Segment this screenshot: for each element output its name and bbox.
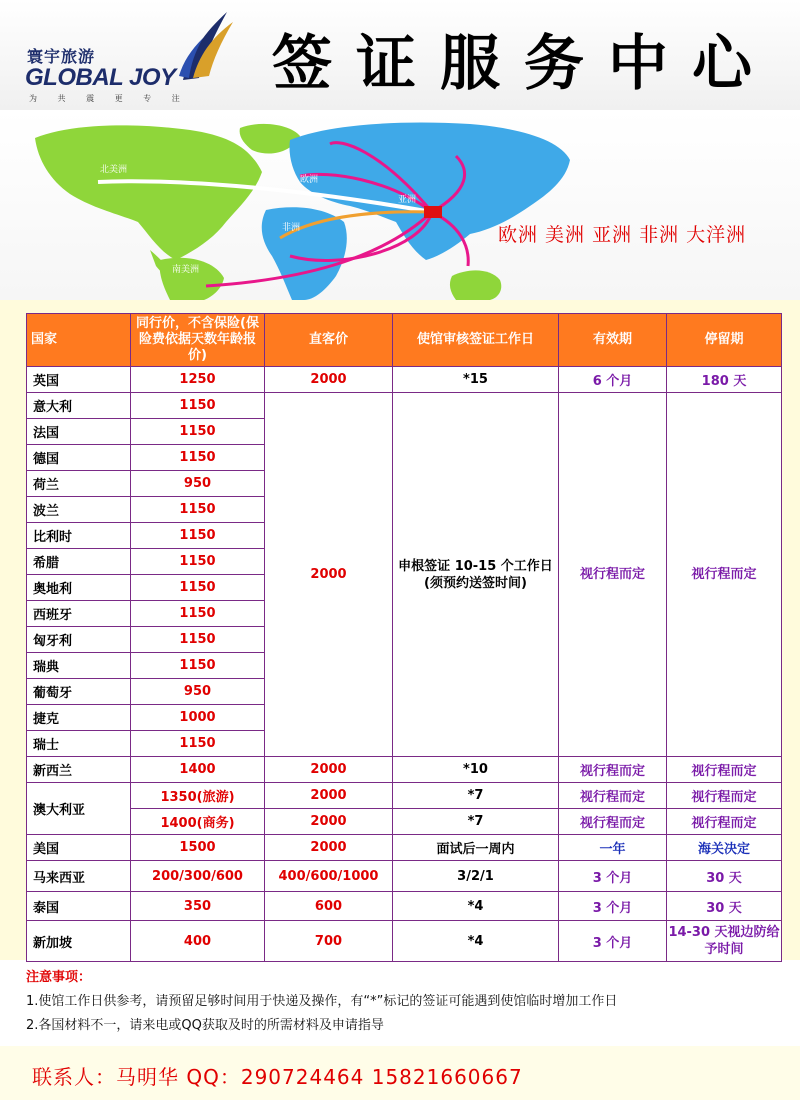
continents-list: 欧洲 美洲 亚洲 非洲 大洋洲: [498, 224, 747, 246]
workdays-cell: *4: [393, 892, 559, 921]
validity-cell: 视行程而定: [559, 393, 667, 757]
logo-chinese-name: 寰宇旅游: [27, 47, 96, 66]
workdays-cell: 面试后一周内: [393, 835, 559, 861]
table-row: [27, 921, 782, 962]
validity-cell: 3 个月: [559, 892, 667, 921]
country-cell: 捷克: [27, 705, 131, 731]
direct-price-cell: 2000: [265, 835, 393, 861]
table-row: [27, 783, 782, 809]
peer-price-cell: 1150: [131, 601, 265, 627]
direct-price-cell: 2000: [265, 809, 393, 835]
validity-cell: 视行程而定: [559, 809, 667, 835]
country-cell: 荷兰: [27, 471, 131, 497]
peer-price-cell: 1150: [131, 575, 265, 601]
peer-price-cell: 1250: [131, 367, 265, 393]
header-country: 国家: [27, 314, 131, 367]
notes-section: [26, 966, 786, 1038]
peer-price-cell: 1150: [131, 445, 265, 471]
peer-price-cell: 1150: [131, 497, 265, 523]
africa-shape: [262, 207, 347, 300]
peer-price-cell: 400: [131, 921, 265, 962]
direct-price-cell: 2000: [265, 783, 393, 809]
peer-price-cell: 1150: [131, 393, 265, 419]
logo-english-name: GLOBAL JOY: [25, 64, 176, 91]
header-validity: 有效期: [559, 314, 667, 367]
validity-cell: 6 个月: [559, 367, 667, 393]
workdays-cell: 3/2/1: [393, 861, 559, 892]
table-row: [27, 861, 782, 892]
workdays-cell: *15: [393, 367, 559, 393]
stay-cell: 30 天: [667, 892, 782, 921]
china-flag-icon: [424, 206, 442, 218]
country-cell: 西班牙: [27, 601, 131, 627]
header-workdays: 使馆审核签证工作日: [393, 314, 559, 367]
north-america-shape: [35, 125, 262, 260]
stay-cell: 视行程而定: [667, 393, 782, 757]
notes-title: 注意事项：: [26, 970, 92, 985]
peer-price-cell: 1500: [131, 835, 265, 861]
header-stay: 停留期: [667, 314, 782, 367]
workdays-cell: *4: [393, 921, 559, 962]
header: [0, 0, 800, 110]
company-logo: [25, 14, 225, 104]
header-direct-price: 直客价: [265, 314, 393, 367]
map-band: [0, 110, 800, 300]
stay-cell: 30 天: [667, 861, 782, 892]
country-cell: 比利时: [27, 523, 131, 549]
validity-cell: 3 个月: [559, 921, 667, 962]
country-cell: 马来西亚: [27, 861, 131, 892]
direct-price-cell: 400/600/1000: [265, 861, 393, 892]
table-row: [27, 367, 782, 393]
country-cell: 英国: [27, 367, 131, 393]
country-cell: 新西兰: [27, 757, 131, 783]
validity-cell: 视行程而定: [559, 783, 667, 809]
direct-price-cell: 700: [265, 921, 393, 962]
country-cell: 澳大利亚: [27, 783, 131, 835]
stay-cell: 180 天: [667, 367, 782, 393]
europe-label: 欧洲: [300, 175, 319, 185]
peer-price-cell: 1000: [131, 705, 265, 731]
country-cell: 葡萄牙: [27, 679, 131, 705]
stay-cell: 14-30 天视边防给予时间: [667, 921, 782, 962]
country-cell: 意大利: [27, 393, 131, 419]
peer-price-cell: 1150: [131, 419, 265, 445]
stay-cell: 视行程而定: [667, 783, 782, 809]
header-peer-price: 同行价，不含保险(保险费依据天数年龄报价): [131, 314, 265, 367]
note-item: 1.使馆工作日供参考，请预留足够时间用于快递及操作，有“*”标记的签证可能遇到使馆临时增加工作日: [26, 994, 618, 1009]
workdays-cell: *7: [393, 783, 559, 809]
stay-cell: 海关决定: [667, 835, 782, 861]
peer-price-cell: 1400(商务): [131, 809, 265, 835]
workdays-cell: *7: [393, 809, 559, 835]
peer-price-cell: 1400: [131, 757, 265, 783]
country-cell: 泰国: [27, 892, 131, 921]
validity-cell: 视行程而定: [559, 757, 667, 783]
peer-price-cell: 200/300/600: [131, 861, 265, 892]
country-cell: 匈牙利: [27, 627, 131, 653]
direct-price-cell: 2000: [265, 393, 393, 757]
north-america-label: 北美洲: [100, 165, 128, 175]
table-row: [27, 757, 782, 783]
peer-price-cell: 950: [131, 471, 265, 497]
validity-cell: 3 个月: [559, 861, 667, 892]
validity-cell: 一年: [559, 835, 667, 861]
country-cell: 希腊: [27, 549, 131, 575]
peer-price-cell: 950: [131, 679, 265, 705]
asia-label: 亚洲: [398, 195, 417, 205]
country-cell: 波兰: [27, 497, 131, 523]
peer-price-cell: 1150: [131, 627, 265, 653]
country-cell: 德国: [27, 445, 131, 471]
south-america-label: 南美洲: [172, 265, 200, 275]
contact-info: 联系人：马明华 QQ：290724464 15821660667: [32, 1065, 523, 1089]
country-cell: 奥地利: [27, 575, 131, 601]
page-title: 签证服务中心: [272, 29, 776, 99]
country-cell: 新加坡: [27, 921, 131, 962]
peer-price-cell: 350: [131, 892, 265, 921]
africa-label: 非洲: [282, 223, 301, 233]
peer-price-cell: 1150: [131, 731, 265, 757]
direct-price-cell: 2000: [265, 367, 393, 393]
table-row: [27, 892, 782, 921]
direct-price-cell: 600: [265, 892, 393, 921]
peer-price-cell: 1150: [131, 653, 265, 679]
table-header-row: [27, 314, 782, 367]
country-cell: 瑞士: [27, 731, 131, 757]
direct-price-cell: 2000: [265, 757, 393, 783]
peer-price-cell: 1150: [131, 549, 265, 575]
stay-cell: 视行程而定: [667, 757, 782, 783]
peer-price-cell: 1350(旅游): [131, 783, 265, 809]
peer-price-cell: 1150: [131, 523, 265, 549]
note-item: 2.各国材料不一，请来电或QQ获取及时的所需材料及申请指导: [26, 1018, 384, 1033]
visa-price-table: [26, 313, 782, 962]
workdays-cell: 申根签证 10-15 个工作日(须预约送签时间): [393, 393, 559, 757]
country-cell: 法国: [27, 419, 131, 445]
country-cell: 美国: [27, 835, 131, 861]
table-row: [27, 835, 782, 861]
stay-cell: 视行程而定: [667, 809, 782, 835]
world-map: [0, 110, 800, 300]
wing-logo-icon: [175, 10, 235, 82]
table-row: [27, 393, 782, 419]
country-cell: 瑞典: [27, 653, 131, 679]
table-row: [27, 809, 782, 835]
logo-tagline: 为 共 震 更 专 注: [29, 94, 189, 103]
workdays-cell: *10: [393, 757, 559, 783]
